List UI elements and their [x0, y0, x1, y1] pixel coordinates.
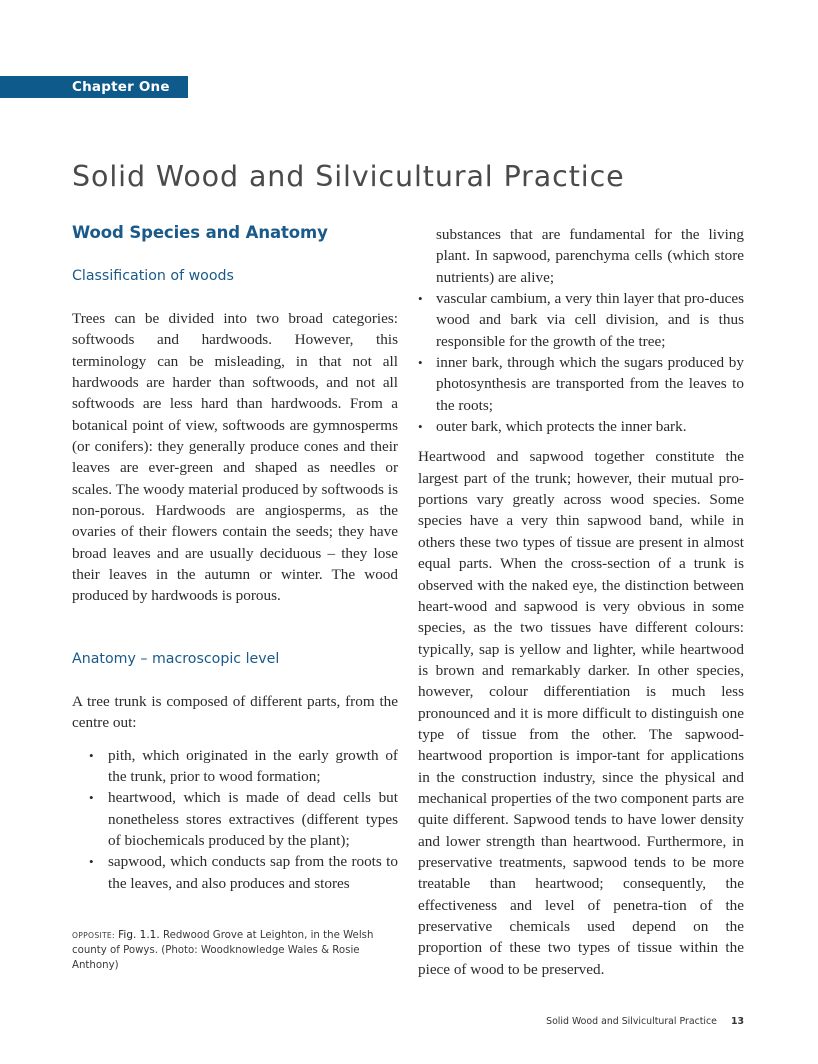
list-item-text: sapwood, which conducts sap from the roots to the leaves, and also produces and stores — [108, 853, 398, 892]
list-item-text: inner bark, through which the sugars produced by photosynthesis are transported from the leaves to the roots; — [436, 354, 744, 414]
bullet-icon: • — [418, 291, 423, 307]
list-item-text: outer bark, which protects the inner bark. — [436, 418, 687, 436]
right-column — [418, 224, 744, 980]
subheading-anatomy: Anatomy – macroscopic level — [72, 650, 280, 667]
bullet-icon: • — [418, 355, 423, 371]
paragraph-heartwood-sapwood: Heartwood and sapwood together constitute the largest part of the trunk; however, their mutual pro-portions vary greatly across wood species. Some species have a very thin sapwood band, while in others these two types of tissue are present in almost equal parts. When the cross-section of a trunk is observed with the naked eye, the distinction between heart-wood and sapwood is very obvious in some species, as the two tissues have different colours: typically, sap is yellow and lighter, while heartwood is brown and remarkably darker. In other species, however, colour differentiation is much less pronounced and it is more difficult to distinguish one type of tissue from the other. The sapwood-heartwood proportion is impor-tant for applications in the construction industry, since the physical and mechanical properties of the two component parts are quite different. Sapwood tends to have lower density and lower strength than heartwood. Furthermore, in preservative treatments, sapwood tends to be more treatable than heartwood; consequently, the effectiveness and level of penetra-tion of the preservative chemicals used depend on the proportion of these two types of tissue within the piece of wood to be preserved. — [418, 448, 744, 978]
bullet-icon: • — [89, 747, 94, 763]
trunk-parts-list-left — [72, 745, 398, 894]
list-item-text: heartwood, which is made of dead cells but nonetheless stores extractives (different types of biochemicals produced by the plant); — [108, 789, 398, 849]
figure-label: Fig. 1.1. — [118, 929, 160, 941]
section-heading: Wood Species and Anatomy — [72, 223, 328, 242]
trunk-parts-list-right — [418, 288, 744, 437]
list-item — [418, 416, 744, 437]
figure-caption — [72, 928, 402, 973]
running-title: Solid Wood and Silvicultural Practice — [546, 1016, 717, 1027]
caption-text: Redwood Grove at Leighton, in the Welsh county of Powys. (Photo: Woodknowledge Wales & Rosie Anthony) — [72, 930, 374, 971]
list-item — [72, 851, 398, 894]
chapter-label: Chapter One — [0, 76, 188, 98]
list-item-continuation: substances that are fundamental for the living plant. In sapwood, parenchyma cells (which store nutrients) are alive; — [436, 226, 744, 286]
bullet-icon: • — [418, 419, 423, 435]
page-title: Solid Wood and Silvicultural Practice — [72, 160, 625, 193]
list-item — [418, 352, 744, 416]
page-number: 13 — [730, 1016, 744, 1027]
list-item — [72, 745, 398, 788]
bullet-icon: • — [89, 854, 94, 870]
paragraph-classification: Trees can be divided into two broad categories: softwoods and hardwoods. However, this terminology can be misleading, in that not all hardwoods are harder than softwoods, and not all softwoods are less hard than hardwoods. From a botanical point of view, softwoods are gymnosperms (or conifers): they generally produce cones and their leaves are ever-green and shaped as needles or scales. The woody material produced by softwoods is non-porous. Hardwoods are angiosperms, as the ovaries of their flowers contain the seeds; they have broad leaves and are usually deciduous – they lose their leaves in the autumn or winter. The wood produced by hardwoods is porous. — [72, 310, 398, 605]
list-item-text: pith, which originated in the early growth of the trunk, prior to wood formation; — [108, 746, 398, 785]
list-item-text: vascular cambium, a very thin layer that pro-duces wood and bark via cell division, and is thus responsible for the growth of the tree; — [436, 290, 744, 350]
subheading-classification: Classification of woods — [72, 268, 234, 284]
bullet-icon: • — [89, 790, 94, 806]
paragraph-anatomy-intro: A tree trunk is composed of different parts, from the centre out: — [72, 692, 398, 732]
list-item — [418, 288, 744, 352]
caption-prefix: OPPOSITE: — [72, 931, 115, 940]
page-footer — [546, 1016, 744, 1027]
left-column — [72, 222, 398, 894]
list-item — [72, 787, 398, 851]
